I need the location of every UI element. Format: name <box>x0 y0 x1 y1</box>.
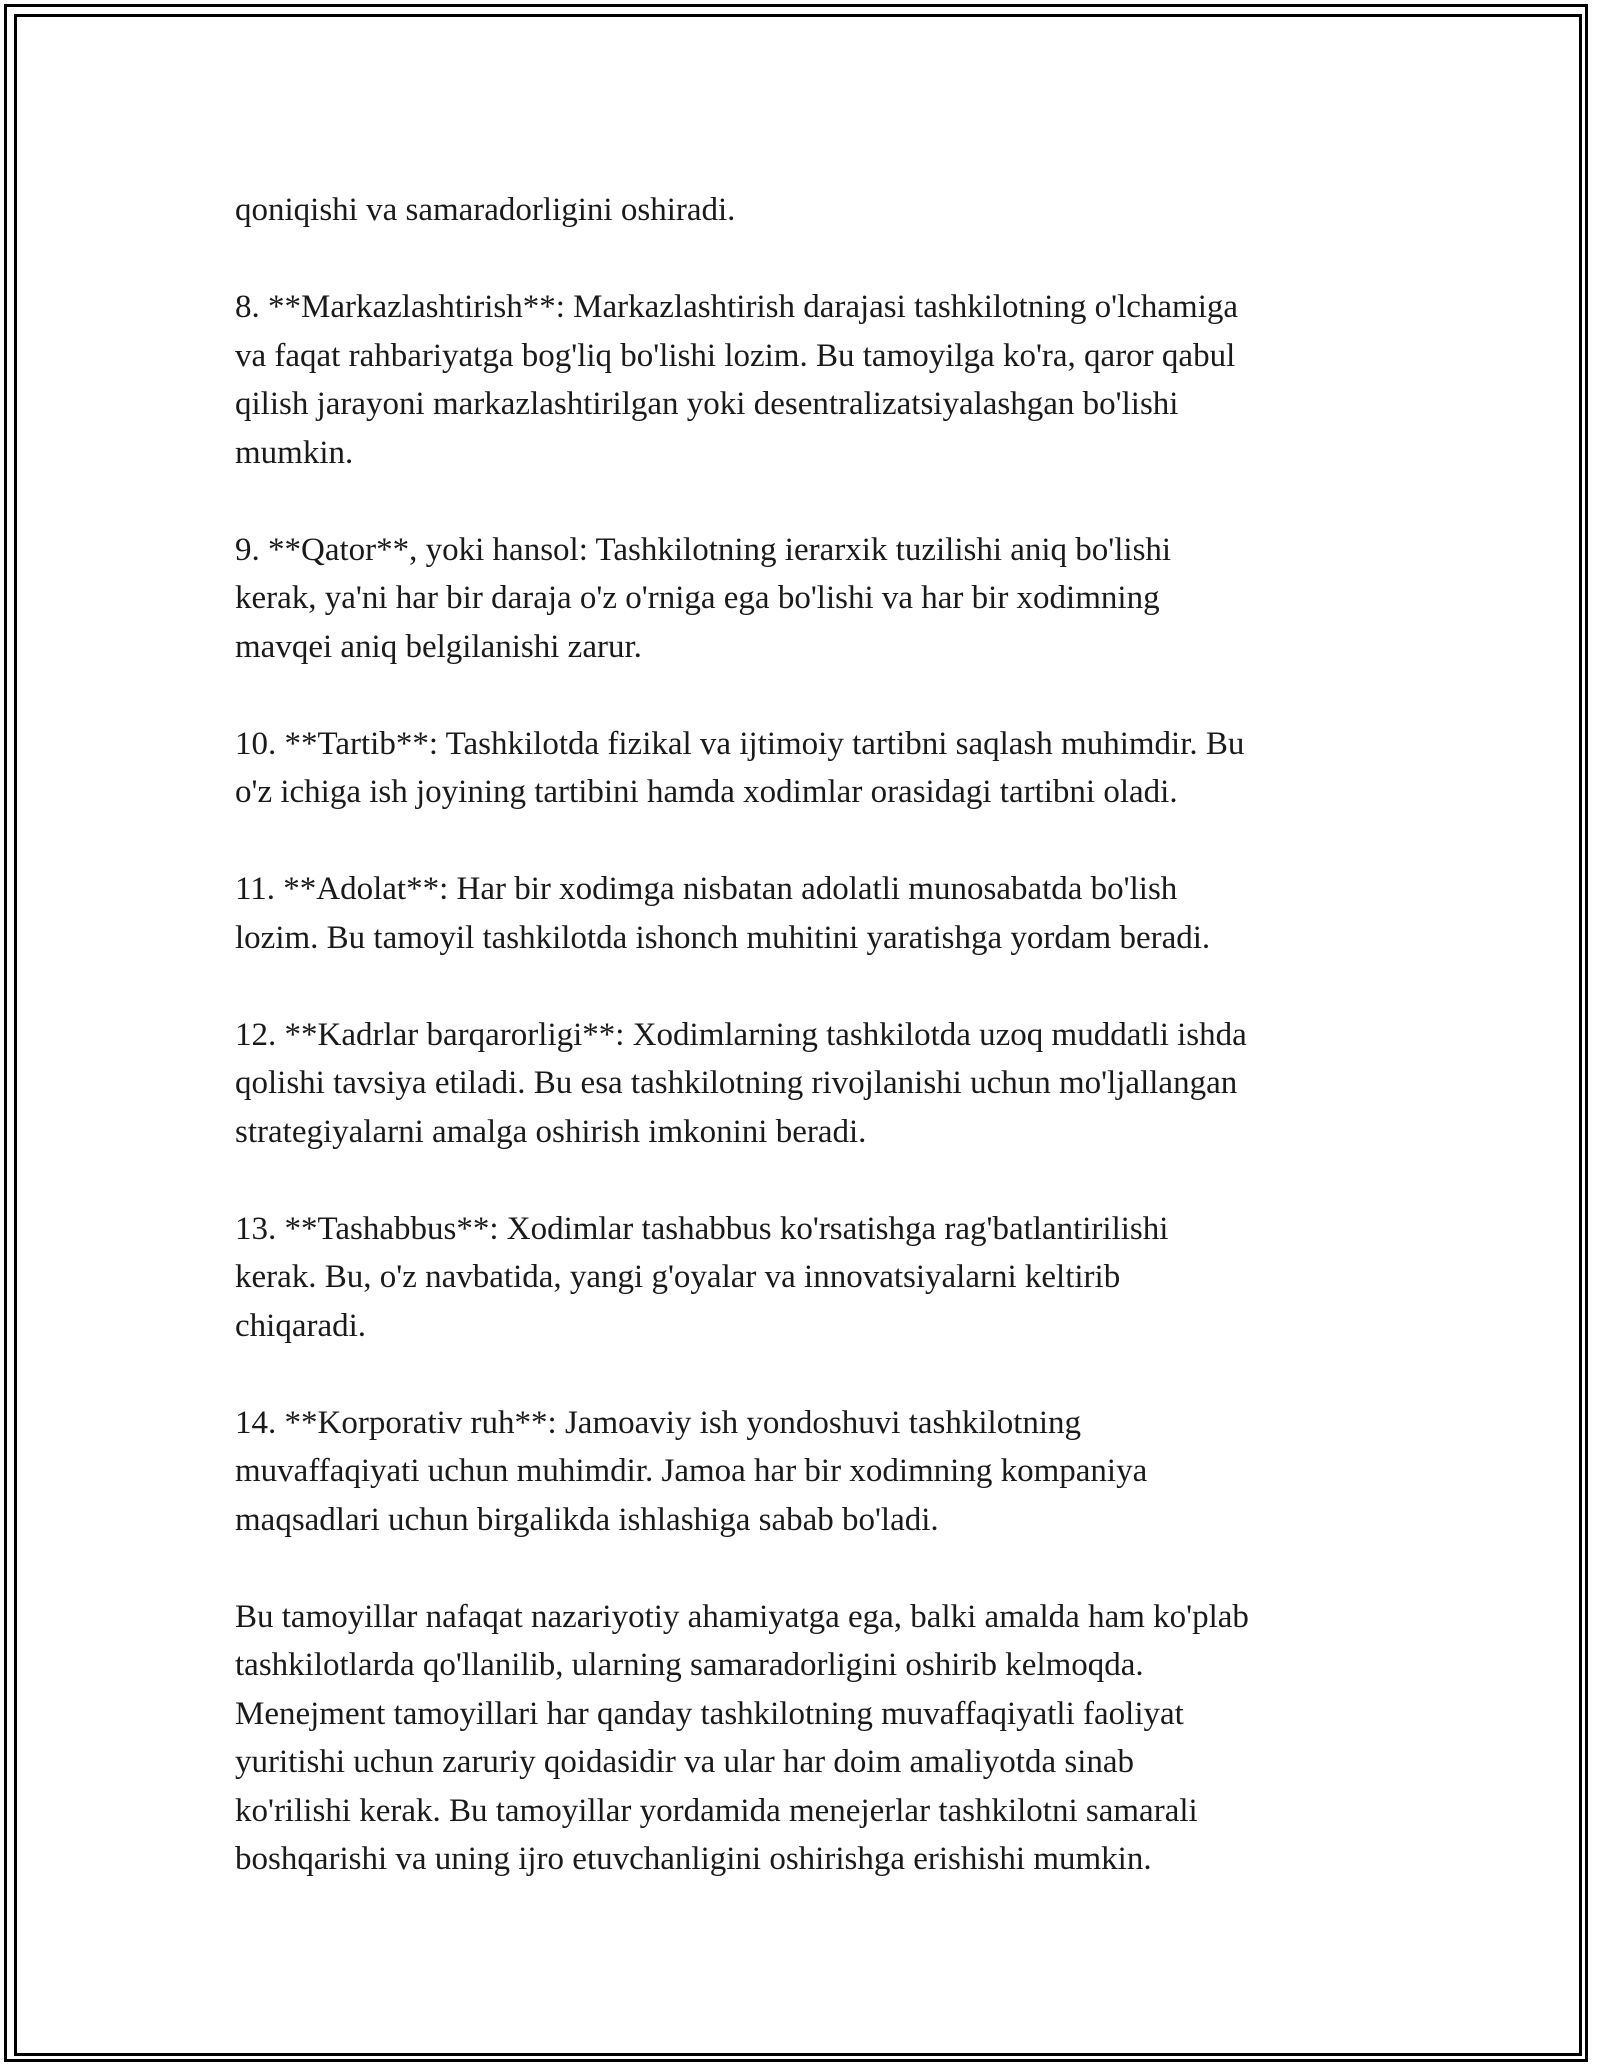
text-line: ko'rilishi kerak. Bu tamoyillar yordamida menejerlar tashkilotni samarali <box>235 1792 1198 1829</box>
text-line: o'z ichiga ish joyining tartibini hamda xodimlar orasidagi tartibni oladi. <box>235 774 1178 810</box>
text-line: strategiyalarni amalga oshirish imkonini beradi. <box>235 1113 867 1150</box>
text-line: va faqat rahbariyatga bog'liq bo'lishi lozim. Bu tamoyilga ko'ra, qaror qabul <box>235 337 1236 374</box>
text-line: Bu tamoyillar nafaqat nazariyotiy ahamiyatga ega, balki amalda ham ko'plab <box>235 1598 1249 1635</box>
text-line: mumkin. <box>235 434 354 471</box>
text-line: chiqaradi. <box>235 1307 367 1344</box>
text-line: 11. **Adolat**: Har bir xodimga nisbatan adolatli munosabatda bo'lish <box>235 871 1178 907</box>
paragraph-item-14 <box>235 1399 1370 1545</box>
text-line: 12. **Kadrlar barqarorligi**: Xodimlarning tashkilotda uzoq muddatli ishda <box>235 1016 1247 1053</box>
paragraph-item-8 <box>235 283 1370 477</box>
text-line: 14. **Korporativ ruh**: Jamoaviy ish yondoshuvi tashkilotning <box>235 1404 1082 1441</box>
document-body <box>235 186 1370 1884</box>
text-line: maqsadlari uchun birgalikda ishlashiga sabab bo'ladi. <box>235 1501 939 1538</box>
paragraph-item-10 <box>235 720 1370 817</box>
text-line: qoniqishi va samaradorligini oshiradi. <box>235 192 736 228</box>
text-line: yuritishi uchun zaruriy qoidasidir va ular har doim amaliyotda sinab <box>235 1744 1135 1780</box>
text-line: boshqarishi va uning ijro etuvchanligini oshirishga erishishi mumkin. <box>235 1841 1152 1877</box>
text-line: lozim. Bu tamoyil tashkilotda ishonch muhitini yaratishga yordam beradi. <box>235 919 1211 956</box>
text-line: 13. **Tashabbus**: Xodimlar tashabbus ko'rsatishga rag'batlantirilishi <box>235 1210 1169 1247</box>
text-line: tashkilotlarda qo'llanilib, ularning samaradorligini oshirib kelmoqda. <box>235 1647 1144 1683</box>
text-line: 8. **Markazlashtirish**: Markazlashtirish darajasi tashkilotning o'lchamiga <box>235 289 1239 325</box>
text-line: 10. **Tartib**: Tashkilotda fizikal va ijtimoiy tartibni saqlash muhimdir. Bu <box>235 725 1245 762</box>
text-line: qolishi tavsiya etiladi. Bu esa tashkilotning rivojlanishi uchun mo'ljallangan <box>235 1065 1238 1101</box>
text-line: kerak, ya'ni har bir daraja o'z o'rniga ega bo'lishi va har bir xodimning <box>235 580 1160 616</box>
text-line: kerak. Bu, o'z navbatida, yangi g'oyalar va innovatsiyalarni keltirib <box>235 1259 1121 1295</box>
text-line: mavqei aniq belgilanishi zarur. <box>235 628 642 665</box>
paragraph-conclusion <box>235 1593 1370 1884</box>
text-line: Menejment tamoyillari har qanday tashkilotning muvaffaqiyatli faoliyat <box>235 1695 1184 1732</box>
paragraph-item-13 <box>235 1205 1370 1351</box>
paragraph-item-9 <box>235 526 1370 672</box>
text-line: qilish jarayoni markazlashtirilgan yoki desentralizatsiyalashgan bo'lishi <box>235 386 1179 422</box>
paragraph-item-11 <box>235 865 1370 962</box>
paragraph-continuation <box>235 186 1370 235</box>
text-line: 9. **Qator**, yoki hansol: Tashkilotning ierarxik tuzilishi aniq bo'lishi <box>235 531 1172 568</box>
text-line: muvaffaqiyati uchun muhimdir. Jamoa har bir xodimning kompaniya <box>235 1453 1148 1489</box>
paragraph-item-12 <box>235 1011 1370 1157</box>
